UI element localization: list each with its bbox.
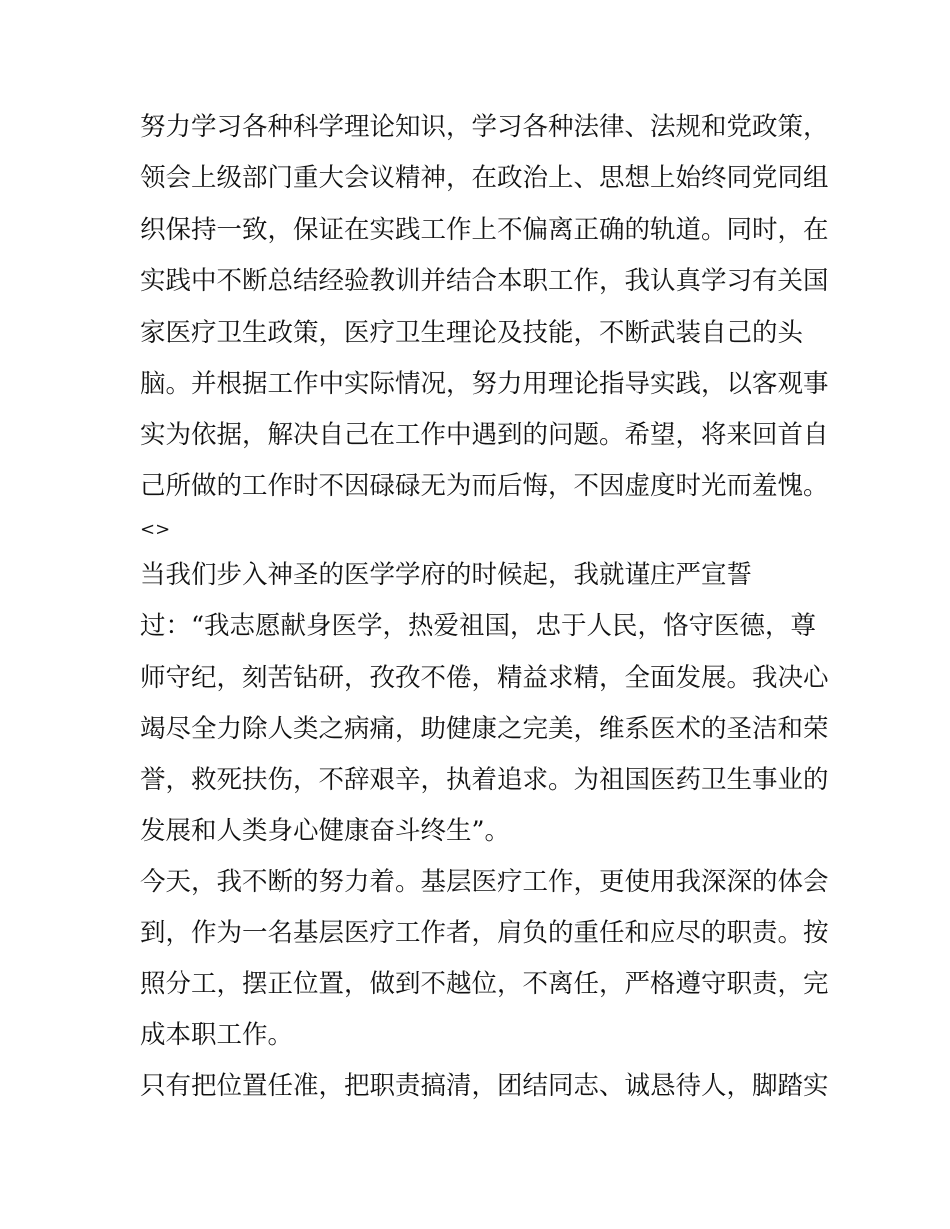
text-line: 成本职工作。 — [140, 1020, 294, 1050]
text-line: 发展和人类身心健康奋斗终生”。 — [140, 816, 511, 846]
text-line: 努力学习各种科学理论知识，学习各种法律、法规和党政策， — [140, 112, 829, 142]
text-line: 师守纪，刻苦钻研，孜孜不倦，精益求精，全面发展。我决心 — [140, 663, 829, 693]
text-line: 当我们步入神圣的医学学府的时候起，我就谨庄严宣誓 — [140, 560, 753, 590]
text-line: 领会上级部门重大会议精神，在政治上、思想上始终同党同组 — [140, 163, 829, 193]
text-line: 实践中不断总结经验教训并结合本职工作，我认真学习有关国 — [140, 266, 829, 296]
text-line: 己所做的工作时不因碌碌无为而后悔，不因虚度时光而羞愧。 — [140, 471, 829, 501]
text-line: 织保持一致，保证在实践工作上不偏离正确的轨道。同时，在 — [140, 215, 829, 245]
text-line: 实为依据，解决自己在工作中遇到的问题。希望，将来回首自 — [140, 420, 829, 450]
separator-marker: <> — [140, 519, 171, 540]
text-line: 脑。并根据工作中实际情况，努力用理论指导实践，以客观事 — [140, 369, 829, 399]
text-line: 过：“我志愿献身医学，热爱祖国，忠于人民，恪守医德，尊 — [140, 611, 817, 641]
text-line: 誉，救死扶伤，不辞艰辛，执着追求。为祖国医药卫生事业的 — [140, 765, 829, 795]
text-line: 只有把位置任准，把职责搞清，团结同志、诚恳待人，脚踏实 — [140, 1071, 829, 1101]
text-line: 家医疗卫生政策，医疗卫生理论及技能，不断武装自己的头 — [140, 318, 804, 348]
text-line: 竭尽全力除人类之病痛，助健康之完美，维系医术的圣洁和荣 — [140, 714, 829, 744]
text-line: 今天，我不断的努力着。基层医疗工作，更使用我深深的体会 — [140, 867, 829, 897]
text-line: 照分工，摆正位置，做到不越位，不离任，严格遵守职责，完 — [140, 969, 829, 999]
text-line: 到，作为一名基层医疗工作者，肩负的重任和应尽的职责。按 — [140, 918, 829, 948]
